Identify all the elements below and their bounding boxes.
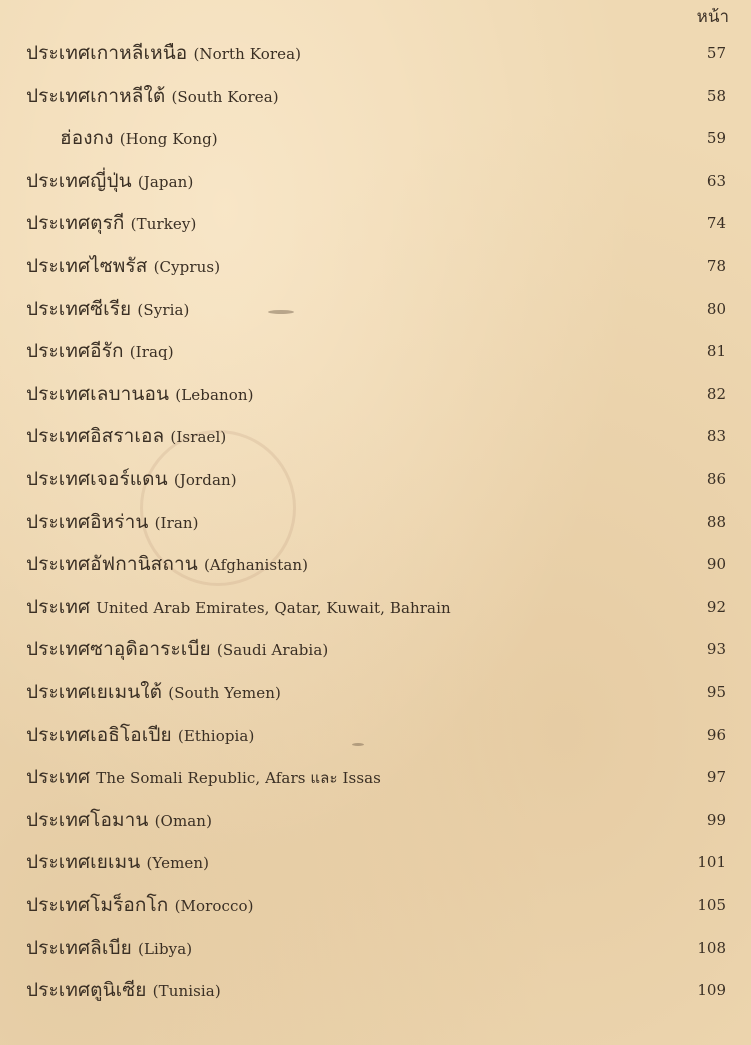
toc-entry-title [26, 592, 451, 622]
toc-entry [26, 592, 726, 622]
toc-entry-title-thai: ประเทศซีเรีย [26, 297, 138, 320]
toc-entry-title-thai: ประเทศโมร็อกโก [26, 894, 175, 916]
toc-entry-title-thai: ประเทศเลบานอน [26, 382, 176, 405]
toc-entry-title-thai: ประเทศตุรกี [26, 212, 131, 235]
toc-entry-title-english: (Afghanistan) [203, 556, 309, 575]
toc-entry [26, 294, 726, 324]
toc-entry-title-english: (Jordan) [173, 471, 237, 489]
toc-entry [26, 933, 726, 963]
toc-entry-title [26, 166, 193, 196]
toc-entry-page-number: 57 [706, 44, 726, 62]
toc-entry-title [26, 507, 199, 537]
toc-entry-title [26, 464, 237, 494]
toc-entry-title [26, 549, 308, 579]
toc-entry [26, 38, 726, 68]
toc-entry-title [26, 81, 279, 111]
toc-entry-page-number: 95 [706, 683, 726, 701]
toc-entry-title-thai: ประเทศอัฟกานิสถาน [26, 553, 204, 576]
toc-entry-title-thai: ประเทศญี่ปุ่น [26, 169, 138, 192]
toc-entry-title-english: (Tunisia) [152, 982, 221, 1001]
toc-entry-title-english: (Yemen) [146, 854, 210, 873]
toc-entry-title-thai: ประเทศลิเบีย [26, 936, 139, 959]
toc-entry-title-thai: ประเทศเอธิโอเปีย [26, 723, 178, 746]
toc-entry-title-thai: ประเทศเกาหลีใต้ [26, 84, 172, 107]
toc-entry-title-thai: ประเทศเยเมนใต้ [26, 681, 169, 703]
toc-entry-page-number: 63 [706, 171, 726, 190]
toc-entry-title [26, 38, 301, 68]
toc-entry-title [26, 762, 381, 792]
toc-entry-title-thai: ประเทศโอมาน [26, 808, 155, 831]
toc-entry [26, 847, 726, 877]
toc-entry-title-english: The Somali Republic, Afars และ Issas [96, 769, 381, 788]
toc-entry-page-number: 83 [706, 427, 726, 446]
toc-entry-page-number: 82 [706, 384, 726, 403]
toc-entry [26, 975, 726, 1005]
toc-entry-page-number: 80 [706, 299, 726, 318]
toc-entry-page-number: 81 [706, 342, 726, 361]
toc-entry-title-english: (Turkey) [130, 215, 197, 234]
toc-entry-title [26, 336, 174, 366]
toc-entry [26, 805, 726, 835]
toc-entry-title-english: (Ethiopia) [177, 726, 255, 745]
toc-entry-page-number: 93 [706, 640, 726, 659]
toc-entry-title [26, 251, 220, 281]
toc-entry-page-number: 86 [706, 470, 726, 488]
toc-entry-page-number: 97 [706, 768, 726, 787]
toc-entry-page-number: 59 [706, 129, 726, 148]
toc-entry-title-thai: ประเทศอีรัก [26, 340, 130, 363]
toc-entry-page-number: 108 [697, 938, 726, 957]
toc-entry-page-number: 90 [706, 555, 726, 574]
toc-entry-title-thai: ประเทศเจอร์แดน [26, 468, 174, 490]
toc-entry-title [26, 933, 192, 963]
toc-entry-page-number: 78 [706, 257, 726, 275]
toc-entry [26, 464, 726, 494]
toc-entry-title-english: (Saudi Arabia) [216, 641, 329, 660]
toc-entry-title-thai: ประเทศซาอุดิอาระเบีย [26, 638, 217, 661]
toc-entry [26, 208, 726, 238]
toc-entry-title [26, 123, 218, 153]
toc-entry-title-english: (North Korea) [193, 45, 302, 63]
toc-entry-title-english: United Arab Emirates, Qatar, Kuwait, Bahrain [96, 598, 451, 617]
toc-entry-title-thai: ประเทศ [26, 595, 97, 618]
toc-entry-title-english: (South Korea) [171, 87, 279, 106]
toc-entry-page-number: 74 [706, 214, 726, 233]
page-column-header: หน้า [696, 7, 729, 27]
toc-entry-page-number: 92 [706, 597, 726, 616]
toc-entry-title [26, 379, 254, 409]
toc-entry [26, 421, 726, 451]
toc-entry-title [26, 805, 212, 835]
toc-entry [26, 677, 726, 707]
toc-entry-title-english: (Oman) [154, 811, 213, 830]
toc-entry-page-number: 101 [697, 853, 726, 872]
toc-entry-title-english: (Lebanon) [175, 385, 254, 404]
toc-entry-page-number: 58 [706, 86, 726, 105]
toc-entry-title [26, 294, 190, 324]
toc-entry-title-english: (Israel) [170, 428, 227, 447]
toc-entry-title [26, 421, 226, 451]
toc-entry [26, 762, 726, 792]
toc-entry-title-english: (Iran) [154, 513, 199, 532]
toc-entry-title [26, 975, 221, 1005]
toc-entry-title [26, 847, 209, 877]
toc-entry-title-english: (South Yemen) [168, 684, 281, 702]
toc-entry-page-number: 105 [697, 896, 726, 914]
toc-entry-title-thai: ประเทศตูนิเซีย [26, 979, 153, 1002]
toc-entry-title-english: (Syria) [137, 300, 190, 319]
toc-entry-title-english: (Morocco) [174, 897, 254, 915]
toc-entry [26, 81, 726, 111]
toc-entry-title [26, 890, 254, 920]
toc-entry-title [26, 720, 254, 750]
toc-entry-title-english: (Hong Kong) [119, 130, 218, 149]
toc-entry-page-number: 109 [697, 981, 726, 1000]
toc-entry [26, 549, 726, 579]
toc-entry [26, 251, 726, 281]
toc-entry-title-thai: ประเทศไซพรัส [26, 255, 154, 277]
toc-entry-title-thai: ประเทศเกาหลีเหนือ [26, 42, 194, 64]
toc-entry-title-english: (Libya) [138, 939, 193, 958]
toc-entry [26, 166, 726, 196]
toc-entry-page-number: 96 [706, 725, 726, 744]
toc-entry-title-thai: ฮ่องกง [60, 127, 120, 150]
toc-entry [26, 336, 726, 366]
toc-entry [26, 379, 726, 409]
toc-entry-title-english: (Iraq) [129, 343, 174, 362]
toc-entry-page-number: 99 [706, 810, 726, 829]
toc-entry-title-english: (Japan) [137, 172, 194, 191]
toc-entry [26, 890, 726, 920]
toc-entry [26, 720, 726, 750]
toc-entry-title-thai: ประเทศเยเมน [26, 851, 147, 874]
toc-entry-title [26, 208, 196, 238]
toc-entry-page-number: 88 [706, 512, 726, 531]
toc-entry-title-thai: ประเทศอิสราเอล [26, 425, 171, 448]
toc-entry-title [26, 677, 281, 707]
toc-entry-title-english: (Cyprus) [153, 258, 221, 276]
toc-entry [26, 634, 726, 664]
toc-entry-title-thai: ประเทศอิหร่าน [26, 510, 155, 533]
toc-entry [26, 507, 726, 537]
toc-entry-title-thai: ประเทศ [26, 766, 97, 789]
toc-entry-title [26, 634, 328, 664]
toc-entry [26, 123, 726, 153]
